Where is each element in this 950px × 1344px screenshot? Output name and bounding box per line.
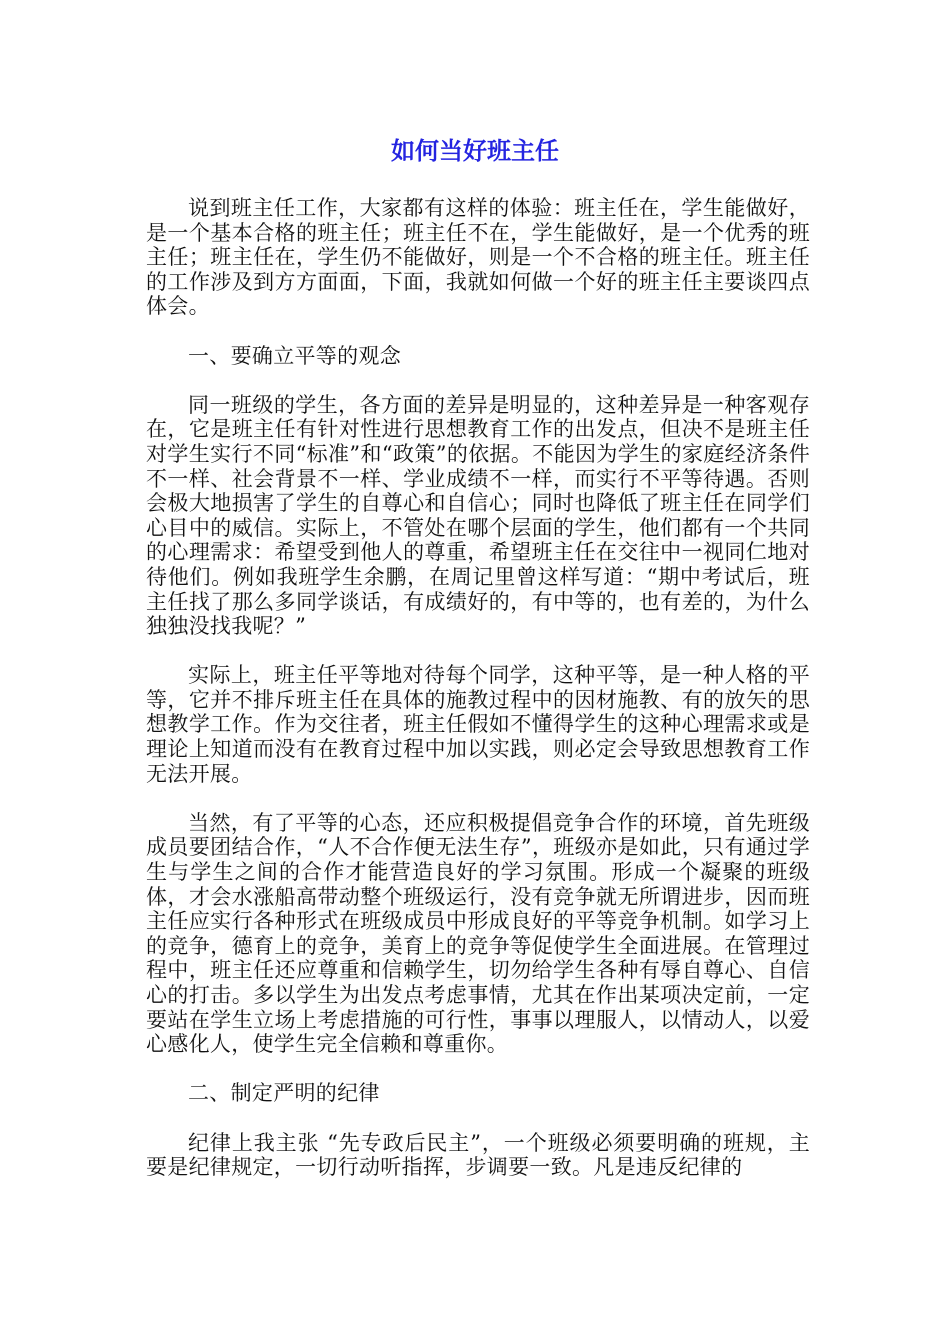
paragraph-equal-treatment: 实际上，班主任平等地对待每个同学，这种平等，是一种人格的平等，它并不排斥班主任在具体的施教过程中的因材施教、有的放矢的思想教学工作。作为交往者，班主任假如不懂得学生的这种心理需求或是理论上知道而没有在教育过程中加以实践，则必定会导致思想教育工作无法开展。 [146, 663, 810, 786]
document-body [146, 196, 810, 1204]
paragraph-intro: 说到班主任工作，大家都有这样的体验：班主任在，学生能做好，是一个基本合格的班主任；班主任不在，学生能做好，是一个优秀的班主任；班主任在，学生仍不能做好，则是一个不合格的班主任。班主任的工作涉及到方方面面，下面，我就如何做一个好的班主任主要谈四点体会。 [146, 196, 810, 319]
section-heading-1: 一、要确立平等的观念 [188, 343, 401, 368]
section-heading-2: 二、制定严明的纪律 [188, 1081, 380, 1106]
paragraph-discipline: 纪律上我主张 “先专政后民主”，一个班级必须要明确的班规，主要是纪律规定，一切行动听指挥，步调要一致。凡是违反纪律的 [146, 1130, 810, 1180]
paragraph-competition: 当然，有了平等的心态，还应积极提倡竞争合作的环境，首先班级成员要团结合作，“人不合作便无法生存”，班级亦是如此，只有通过学生与学生之间的合作才能营造良好的学习氛围。形成一个凝聚的班级体，才会水涨船高带动整个班级运行，没有竞争就无所谓进步，因而班主任应实行各种形式在班级成员中形成良好的平等竞争机制。如学习上的竞争，德育上的竞争，美育上的竞争等促使学生全面进展。在管理过程中，班主任还应尊重和信赖学生，切勿给学生各种有辱自尊心、自信心的打击。多以学生为出发点考虑事情，尤其在作出某项决定前，一定要站在学生立场上考虑措施的可行性，事事以理服人，以情动人，以爱心感化人，使学生完全信赖和尊重你。 [146, 810, 810, 1057]
document-title: 如何当好班主任 [391, 137, 559, 165]
paragraph-equality: 同一班级的学生，各方面的差异是明显的，这种差异是一种客观存在，它是班主任有针对性进行思想教育工作的出发点，但决不是班主任对学生实行不同“标准”和“政策”的依据。不能因为学生的家庭经济条件不一样、社会背景不一样、学业成绩不一样，而实行不平等待遇。否则会极大地损害了学生的自尊心和自信心；同时也降低了班主任在同学们心目中的威信。实际上，不管处在哪个层面的学生，他们都有一个共同的心理需求：希望受到他人的尊重，希望班主任在交往中一视同仁地对待他们。例如我班学生余鹏，在周记里曾这样写道：“期中考试后，班主任找了那么多同学谈话，有成绩好的，有中等的，也有差的，为什么独独没找我呢？” [146, 392, 810, 639]
